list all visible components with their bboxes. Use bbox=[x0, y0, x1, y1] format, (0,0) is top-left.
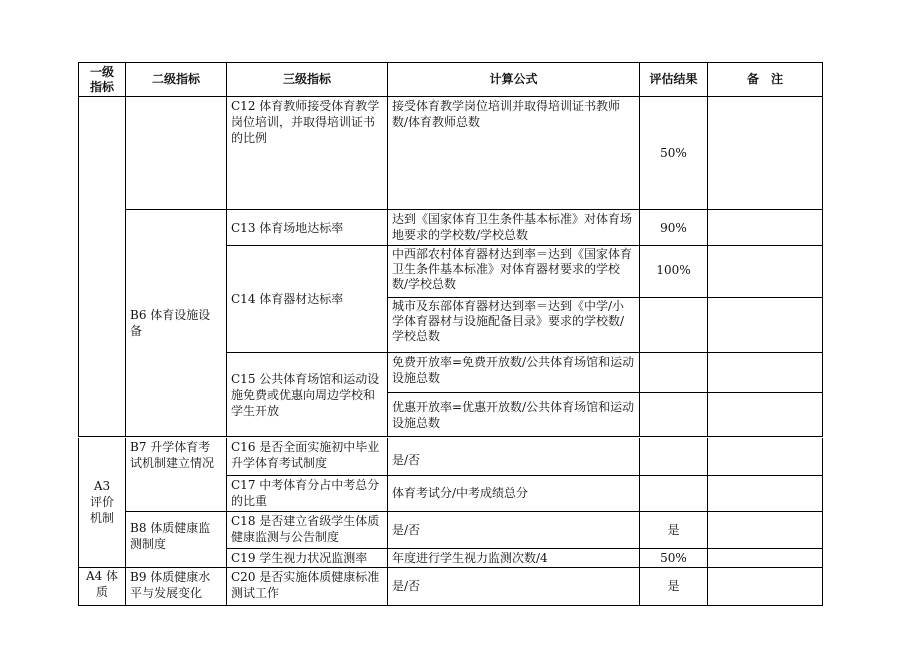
remark-c16 bbox=[708, 438, 823, 475]
indicator-c20: C20 是否实施体质健康标准测试工作 bbox=[227, 567, 388, 605]
indicator-c14: C14 体育器材达标率 bbox=[227, 246, 388, 353]
indicator-c17: C17 中考体育分占中考总分的比重 bbox=[227, 475, 388, 511]
level2-b6: B6 体育设施设备 bbox=[126, 210, 227, 437]
table-row bbox=[79, 511, 823, 548]
evaluation-table-lower bbox=[78, 438, 823, 606]
result-c20: 是 bbox=[640, 567, 708, 605]
level1-a4: A4 体质 bbox=[79, 567, 126, 605]
table-row bbox=[79, 567, 823, 605]
result-c14a: 100% bbox=[640, 246, 708, 298]
remark-c13 bbox=[708, 210, 823, 246]
indicator-c19: C19 学生视力状况监测率 bbox=[227, 548, 388, 567]
remark-c15b bbox=[708, 393, 823, 437]
result-c12: 50% bbox=[640, 97, 708, 210]
formula-c18: 是/否 bbox=[388, 511, 640, 548]
header-result: 评估结果 bbox=[640, 63, 708, 97]
header-remark: 备 注 bbox=[708, 63, 823, 97]
formula-c12: 接受体育教学岗位培训并取得培训证书教师数/体育教师总数 bbox=[388, 97, 640, 210]
remark-c12 bbox=[708, 97, 823, 210]
table-row bbox=[79, 438, 823, 475]
remark-c14a bbox=[708, 246, 823, 298]
result-c18: 是 bbox=[640, 511, 708, 548]
remark-c18 bbox=[708, 511, 823, 548]
formula-c15a: 免费开放率=免费开放数/公共体育场馆和运动设施总数 bbox=[388, 353, 640, 393]
header-formula: 计算公式 bbox=[388, 63, 640, 97]
remark-c20 bbox=[708, 567, 823, 605]
table-row bbox=[79, 210, 823, 246]
formula-c19: 年度进行学生视力监测次数/4 bbox=[388, 548, 640, 567]
result-c13: 90% bbox=[640, 210, 708, 246]
indicator-c12: C12 体育教师接受体育教学岗位培训，并取得培训证书的比例 bbox=[227, 97, 388, 210]
indicator-c16: C16 是否全面实施初中毕业升学体育考试制度 bbox=[227, 438, 388, 475]
indicator-c13: C13 体育场地达标率 bbox=[227, 210, 388, 246]
remark-c14b bbox=[708, 298, 823, 353]
header-level1: 一级指标 bbox=[79, 63, 126, 97]
result-c16 bbox=[640, 438, 708, 475]
header-level3: 三级指标 bbox=[227, 63, 388, 97]
formula-c16: 是/否 bbox=[388, 438, 640, 475]
remark-c17 bbox=[708, 475, 823, 511]
formula-c14a: 中西部农村体育器材达到率＝达到《国家体育卫生条件基本标准》对体育器材要求的学校数/学校总数 bbox=[388, 246, 640, 298]
level1-a3: A3 评价机制 bbox=[79, 438, 126, 567]
header-level2: 二级指标 bbox=[126, 63, 227, 97]
indicator-c15: C15 公共体育场馆和运动设施免费或优惠向周边学校和学生开放 bbox=[227, 353, 388, 437]
formula-c20: 是/否 bbox=[388, 567, 640, 605]
level2-b7: B7 升学体育考试机制建立情况 bbox=[126, 438, 227, 511]
result-c15b bbox=[640, 393, 708, 437]
formula-c13: 达到《国家体育卫生条件基本标准》对体育场地要求的学校数/学校总数 bbox=[388, 210, 640, 246]
formula-c17: 体育考试分/中考成绩总分 bbox=[388, 475, 640, 511]
level2-cell-empty bbox=[126, 97, 227, 210]
level2-b9: B9 体质健康水平与发展变化 bbox=[126, 567, 227, 605]
formula-c15b: 优惠开放率=优惠开放数/公共体育场馆和运动设施总数 bbox=[388, 393, 640, 437]
level1-cell-empty bbox=[79, 97, 126, 437]
table-row bbox=[79, 97, 823, 210]
result-c17 bbox=[640, 475, 708, 511]
result-c15a bbox=[640, 353, 708, 393]
remark-c15a bbox=[708, 353, 823, 393]
indicator-c18: C18 是否建立省级学生体质健康监测与公告制度 bbox=[227, 511, 388, 548]
evaluation-table bbox=[78, 62, 823, 437]
result-c14b bbox=[640, 298, 708, 353]
remark-c19 bbox=[708, 548, 823, 567]
result-c19: 50% bbox=[640, 548, 708, 567]
level2-b8: B8 体质健康监测制度 bbox=[126, 511, 227, 567]
header-row bbox=[79, 63, 823, 97]
formula-c14b: 城市及东部体育器材达到率＝达到《中学/小学体育器材与设施配备目录》要求的学校数/学校总数 bbox=[388, 298, 640, 353]
